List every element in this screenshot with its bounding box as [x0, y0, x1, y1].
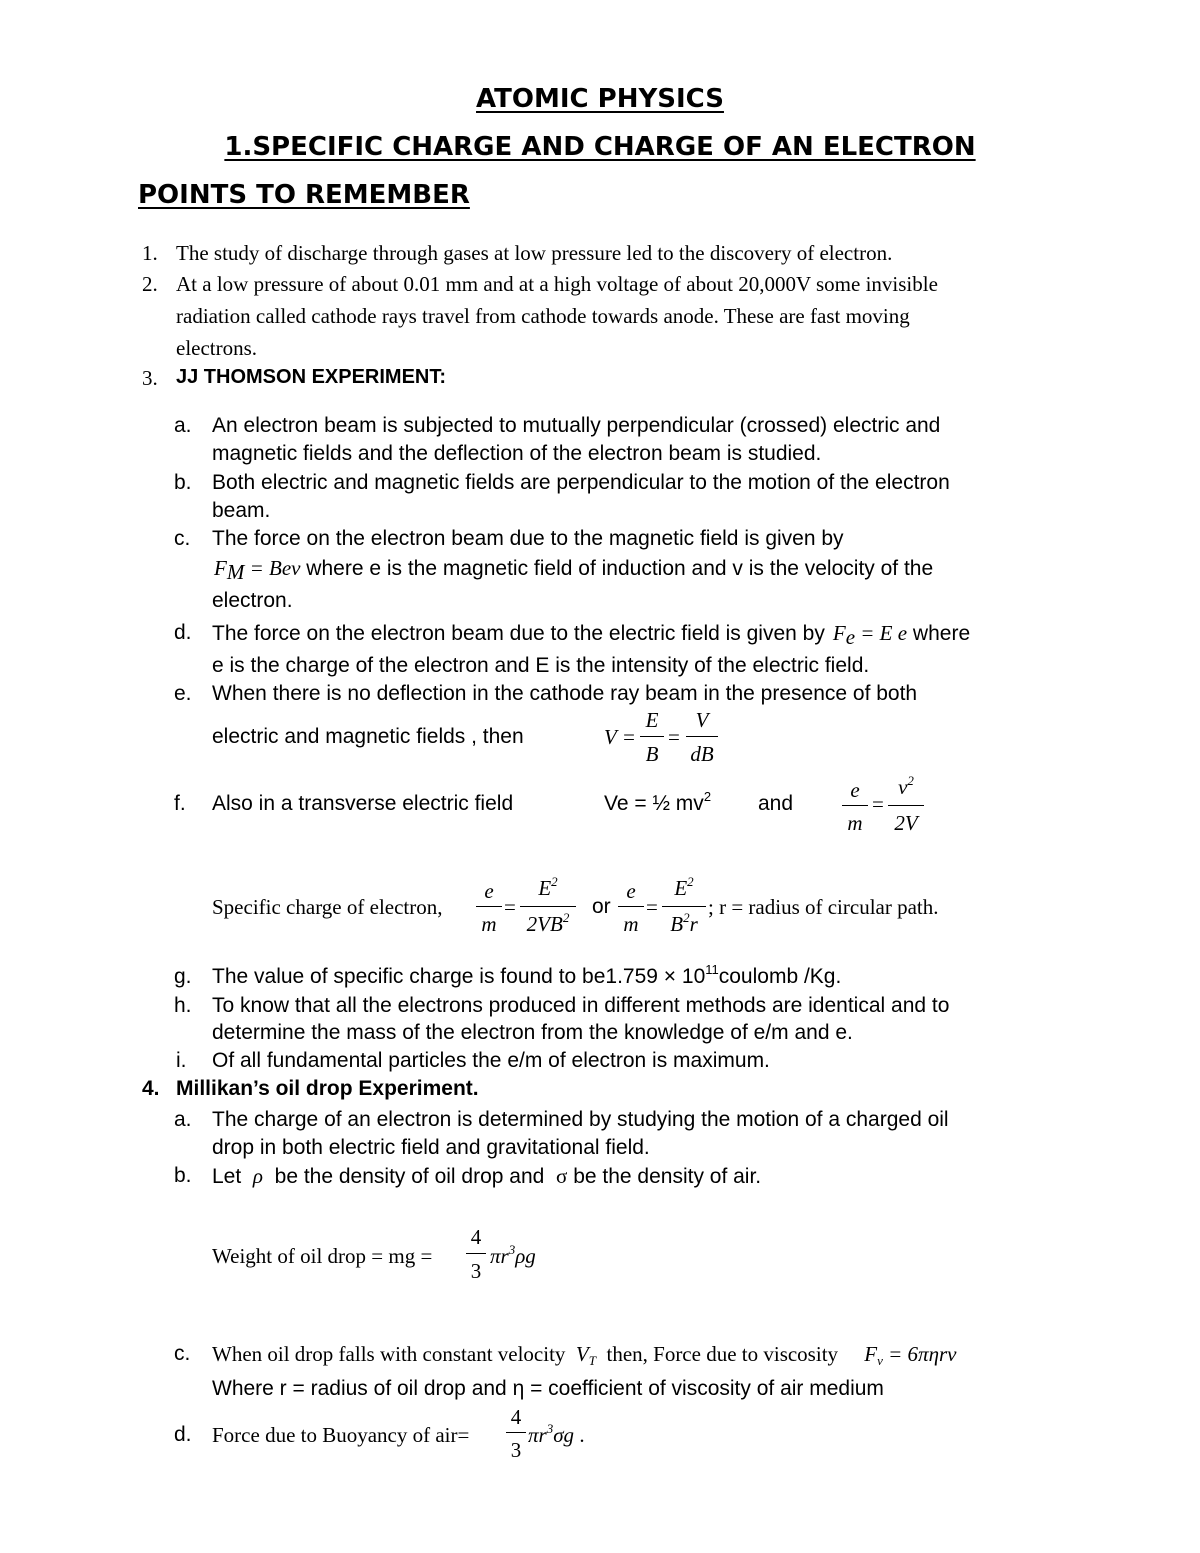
mil-c-line: When oil drop falls with constant velocity $V_T$ then, Force due to viscosity $F_v = 6\pi\eta rv$: [212, 1342, 957, 1368]
frac-numerator: V: [695, 708, 709, 732]
energy-formula: Ve = ½ $mv^2$: [604, 789, 712, 815]
frac-numerator: e: [850, 778, 860, 802]
frac-denominator: m: [623, 912, 639, 936]
or-word: or: [592, 895, 611, 918]
frac-denominator: 3: [510, 1438, 522, 1462]
buoyancy-formula-rest: $\pi r^3\sigma g$ .: [528, 1421, 585, 1447]
specific-charge-value: The value of specific charge is found to $be1.759 \times 10^{11}coulomb$ /Kg.: [212, 962, 842, 988]
jj-f-text: Also in a transverse electric field: [212, 792, 514, 815]
fraction-bar: [640, 736, 664, 737]
weight-formula-rest: $\pi r^3\rho g$: [490, 1242, 536, 1268]
equals-sign: =: [668, 725, 680, 749]
frac-numerator: e: [626, 879, 636, 903]
radius-note: ; r = radius of circular path.: [708, 895, 939, 919]
jj-i-text: Of all fundamental particles the e/m of electron is maximum.: [212, 1049, 770, 1072]
frac-denominator: 3: [470, 1259, 482, 1283]
fraction-bar: [662, 906, 706, 907]
point-number: 2.: [142, 272, 158, 296]
page-title: ATOMIC PHYSICS: [476, 84, 724, 114]
item-label: g.: [174, 965, 192, 988]
frac-denominator: $2VB^2$: [526, 910, 570, 936]
electric-force-formula: F: [832, 621, 846, 645]
point-number: 1.: [142, 241, 158, 265]
fraction-bar: [842, 805, 868, 806]
jj-e-line: electric and magnetic fields , then: [212, 725, 524, 748]
frac-denominator: m: [847, 811, 863, 835]
fraction-bar: [476, 906, 502, 907]
item-label: h.: [174, 994, 192, 1017]
item-label: d.: [174, 1423, 192, 1446]
jj-d-line: e is the charge of the electron and E is the intensity of the electric field.: [212, 654, 870, 677]
item-label: b.: [174, 471, 192, 494]
point-2-line: At a low pressure of about 0.01 mm and at a high voltage of about 20,000V some invisible: [176, 272, 938, 296]
point-2-line: radiation called cathode rays travel from cathode towards anode. These are fast moving: [176, 304, 910, 328]
jj-c-line: The force on the electron beam due to the magnetic field is given by: [212, 527, 844, 550]
equals-sign: =: [872, 792, 884, 816]
magnetic-force-formula: $F_M$ = Bev where e is the magnetic field of induction and v is the velocity of the: [214, 556, 934, 584]
frac-numerator: E: [645, 708, 659, 732]
chapter-heading: 1.SPECIFIC CHARGE AND CHARGE OF AN ELECTRON: [224, 132, 976, 162]
fraction-bar: [506, 1432, 526, 1433]
mil-c-line: Where r = radius of oil drop and η = coefficient of viscosity of air medium: [212, 1377, 884, 1400]
equals-sign: =: [646, 895, 658, 919]
frac-numerator: 4: [510, 1405, 522, 1429]
item-label: a.: [174, 1108, 192, 1131]
jj-e-line: When there is no deflection in the cathode ray beam in the presence of both: [212, 682, 918, 705]
velocity-formula-lhs: V =: [604, 725, 636, 749]
frac-numerator: 4: [470, 1225, 482, 1249]
jj-c-line: electron.: [212, 589, 293, 612]
buoyancy-text: Force due to Buoyancy of air=: [212, 1423, 470, 1447]
item-label: b.: [174, 1164, 192, 1187]
fraction-bar: [466, 1253, 486, 1254]
frac-denominator: dB: [690, 742, 714, 766]
and-word: and: [758, 792, 794, 815]
jj-h-line: determine the mass of the electron from the knowledge of e/m and e.: [212, 1021, 853, 1044]
millikan-heading: Millikan’s oil drop Experiment.: [176, 1077, 479, 1100]
frac-numerator: e: [484, 879, 494, 903]
jj-thomson-heading: JJ THOMSON EXPERIMENT:: [176, 366, 447, 388]
point-1-text: The study of discharge through gases at low pressure led to the discovery of electron.: [176, 241, 893, 265]
item-label: d.: [174, 621, 192, 644]
frac-numerator: $E^2$: [538, 874, 558, 900]
frac-numerator: $E^2$: [674, 874, 694, 900]
weight-text: Weight of oil drop = mg =: [212, 1244, 433, 1268]
jj-h-line: To know that all the electrons produced in different methods are identical and to: [212, 994, 950, 1017]
item-label: c.: [174, 1342, 191, 1365]
fraction-bar: [520, 906, 576, 907]
mil-a-line: drop in both electric field and gravitational field.: [212, 1136, 650, 1159]
frac-denominator: $B^2r$: [670, 910, 698, 936]
item-label: i.: [176, 1049, 187, 1072]
jj-b-line: beam.: [212, 499, 271, 522]
frac-denominator: m: [481, 912, 497, 936]
jj-a-line: An electron beam is subjected to mutually perpendicular (crossed) electric and: [212, 414, 941, 437]
fraction-bar: [888, 805, 924, 806]
frac-numerator: $v^2$: [898, 773, 914, 799]
point-2-line: electrons.: [176, 336, 258, 360]
point-number: 4.: [142, 1077, 160, 1100]
item-label: a.: [174, 414, 192, 437]
jj-a-line: magnetic fields and the deflection of the electron beam is studied.: [212, 442, 822, 465]
equals-sign: =: [504, 895, 516, 919]
mil-a-line: The charge of an electron is determined by studying the motion of a charged oil: [212, 1108, 949, 1131]
item-label: f.: [174, 792, 186, 815]
mil-b-line: Let ρ be the density of oil drop and σ be the density of air.: [212, 1164, 762, 1188]
fraction-bar: [618, 906, 644, 907]
frac-denominator: 2V: [894, 811, 918, 835]
item-label: e.: [174, 682, 192, 705]
jj-b-line: Both electric and magnetic fields are perpendicular to the motion of the electron: [212, 471, 950, 494]
points-heading: POINTS TO REMEMBER: [138, 180, 470, 210]
specific-charge-text: Specific charge of electron,: [212, 895, 443, 919]
item-label: c.: [174, 527, 191, 550]
frac-denominator: B: [645, 742, 659, 766]
point-number: 3.: [142, 366, 158, 390]
fraction-bar: [686, 736, 718, 737]
jj-d-line: The force on the electron beam due to the electric field is given by $F_e = E$ e where: [212, 621, 971, 649]
